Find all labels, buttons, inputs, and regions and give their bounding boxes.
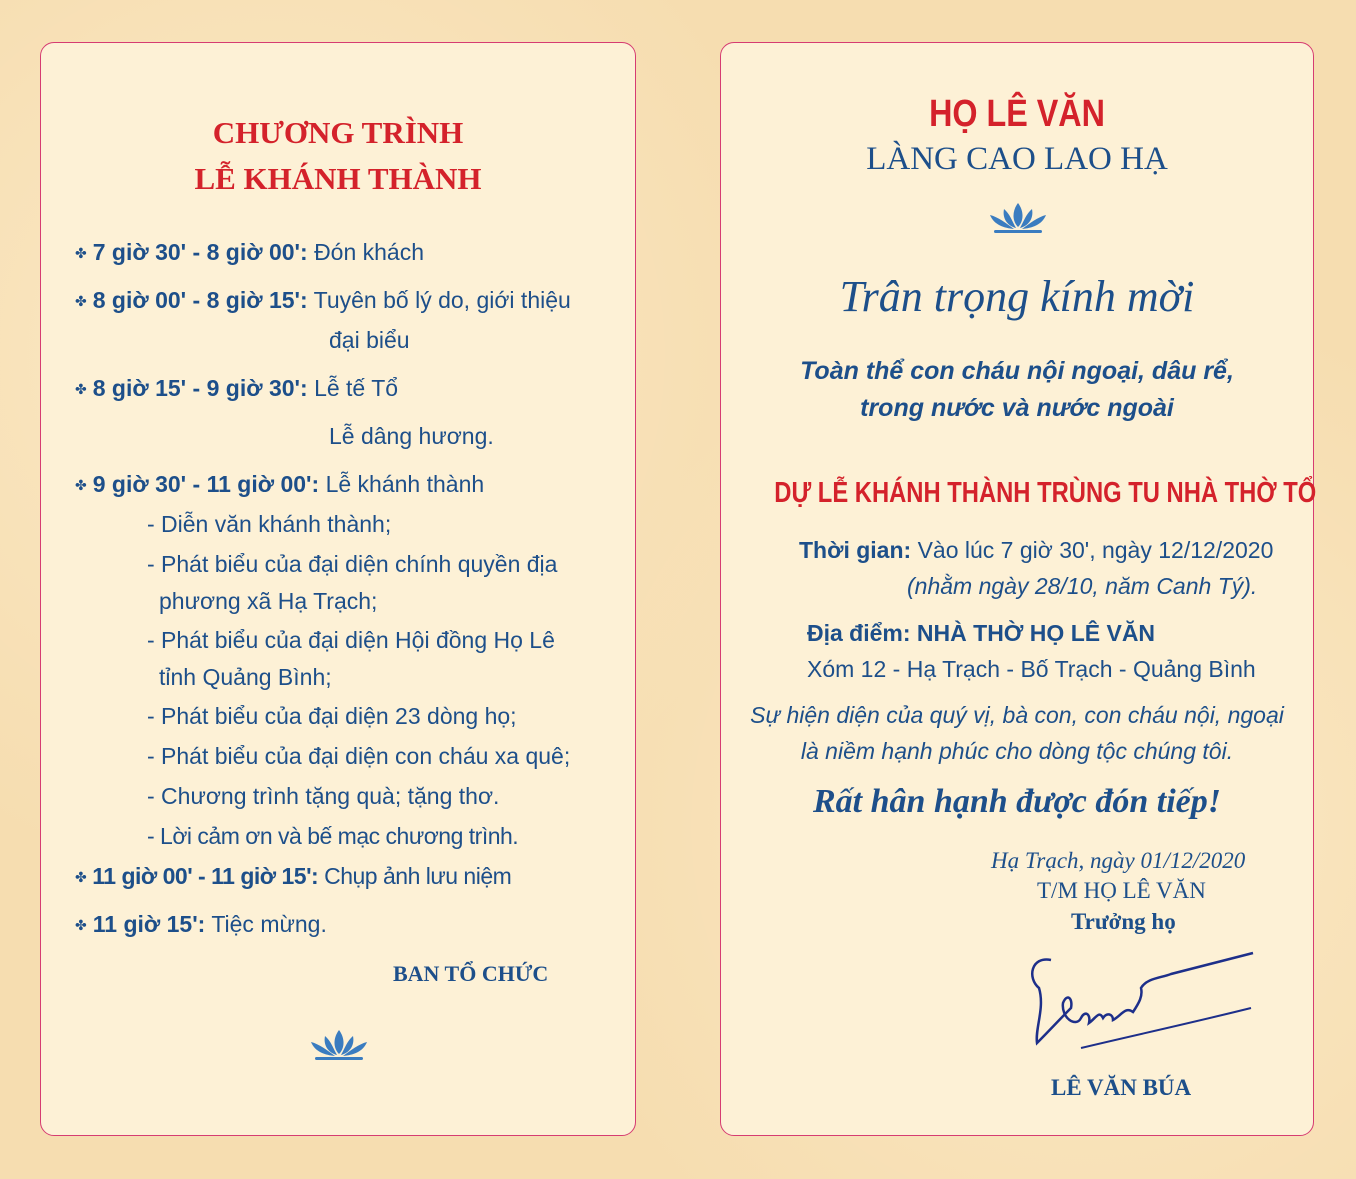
program-item: ✤ 11 giờ 15': Tiệc mừng. xyxy=(75,911,327,937)
guests-line: trong nước và nước ngoài xyxy=(860,394,1174,422)
lunar-date: (nhằm ngày 28/10, năm Canh Tý). xyxy=(907,573,1258,599)
place-line: Địa điểm: NHÀ THỜ HỌ LÊ VĂN xyxy=(807,620,1156,646)
village-name: LÀNG CAO LAO HẠ xyxy=(866,141,1168,177)
time-line: Thời gian: Vào lúc 7 giờ 30', ngày 12/12/2020 xyxy=(799,537,1274,563)
program-card xyxy=(40,42,636,1136)
bullet-icon: ✤ xyxy=(75,293,87,309)
address: Xóm 12 - Hạ Trạch - Bố Trạch - Quảng Bình xyxy=(807,656,1256,682)
sub-item: phương xã Hạ Trạch; xyxy=(159,588,378,614)
presence-line: Sự hiện diện của quý vị, bà con, con cháu nội, ngoại xyxy=(750,702,1284,728)
program-item: ✤ 8 giờ 00' - 8 giờ 15': Tuyên bố lý do, giới thiệu xyxy=(75,287,571,313)
sub-item: - Lời cảm ơn và bế mạc chương trình. xyxy=(147,823,519,849)
event-title: DỰ LỄ KHÁNH THÀNH TRÙNG TU NHÀ THỜ TỔ xyxy=(774,477,1317,509)
role: Trưởng họ xyxy=(1071,909,1176,934)
date-place: Hạ Trạch, ngày 01/12/2020 xyxy=(991,848,1246,873)
signature xyxy=(1021,948,1261,1058)
program-item: ✤ 8 giờ 15' - 9 giờ 30': Lễ tế Tổ xyxy=(75,375,399,401)
guests-line: Toàn thể con cháu nội ngoại, dâu rể, xyxy=(800,357,1234,385)
lotus-icon xyxy=(984,199,1052,235)
program-title-2: LỄ KHÁNH THÀNH xyxy=(194,161,482,196)
bullet-icon: ✤ xyxy=(75,869,87,885)
bullet-icon: ✤ xyxy=(75,381,87,397)
family-name: HỌ LÊ VĂN xyxy=(929,93,1105,135)
invitation-card xyxy=(720,42,1317,1136)
lotus-icon xyxy=(305,1026,373,1062)
presence-line: là niềm hạnh phúc cho dòng tộc chúng tôi. xyxy=(800,738,1234,764)
organizer: BAN TỔ CHỨC xyxy=(393,961,549,986)
bullet-icon: ✤ xyxy=(75,477,87,493)
sub-item: - Phát biểu của đại diện con cháu xa quê; xyxy=(147,743,571,769)
sub-item: - Phát biểu của đại diện 23 dòng họ; xyxy=(147,703,517,729)
on-behalf: T/M HỌ LÊ VĂN xyxy=(1037,878,1206,903)
program-item-cont: Lễ dâng hương. xyxy=(329,423,494,449)
program-item: ✤ 9 giờ 30' - 11 giờ 00': Lễ khánh thành xyxy=(75,471,485,497)
sub-item: - Phát biểu của đại diện chính quyền địa xyxy=(147,551,558,577)
sub-item: - Phát biểu của đại diện Hội đồng Họ Lê xyxy=(147,627,555,653)
signer-name: LÊ VĂN BÚA xyxy=(1051,1075,1192,1100)
greeting: Trân trọng kính mời xyxy=(839,272,1195,321)
program-title-1: CHƯƠNG TRÌNH xyxy=(212,115,464,150)
program-item-cont: đại biểu xyxy=(329,327,410,353)
program-item: ✤ 11 giờ 00' - 11 giờ 15': Chụp ảnh lưu niệm xyxy=(75,863,512,889)
sub-item: - Diễn văn khánh thành; xyxy=(147,511,392,537)
sub-item: tỉnh Quảng Bình; xyxy=(159,664,332,690)
welcome: Rất hân hạnh được đón tiếp! xyxy=(813,783,1221,820)
program-item: ✤ 7 giờ 30' - 8 giờ 00': Đón khách xyxy=(75,239,425,265)
bullet-icon: ✤ xyxy=(75,245,87,261)
sub-item: - Chương trình tặng quà; tặng thơ. xyxy=(147,783,500,809)
bullet-icon: ✤ xyxy=(75,917,87,933)
